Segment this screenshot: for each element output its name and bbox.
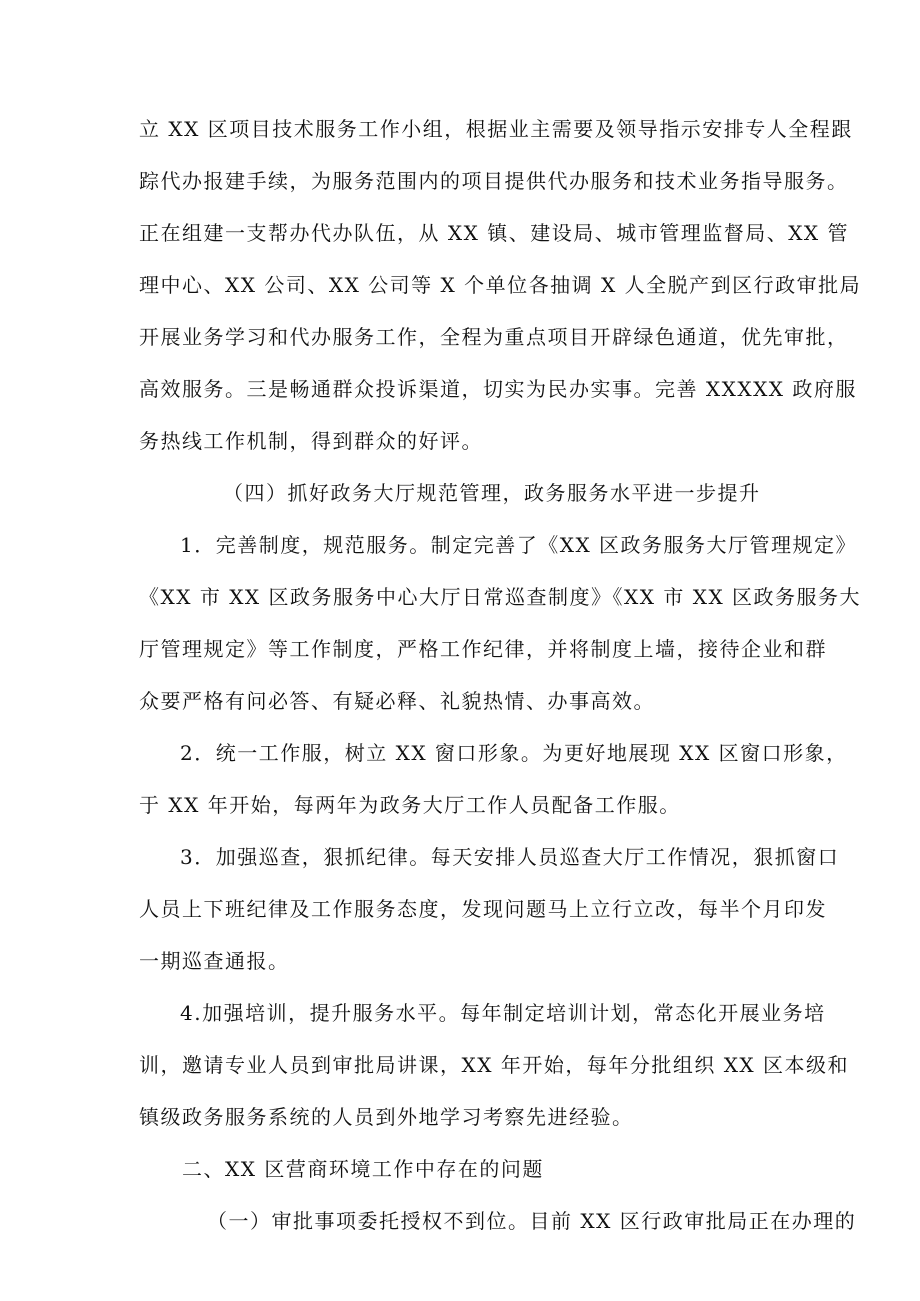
paragraph-line: 一期巡查通报。: [139, 949, 290, 973]
paragraph-line: 正在组建一支帮办代办队伍，从 XX 镇、建设局、城市管理监督局、XX 管: [139, 221, 850, 245]
paragraph-line: 众要严格有问必答、有疑必释、礼貌热情、办事高效。: [139, 689, 655, 713]
section-heading: 二、XX 区营商环境工作中存在的问题: [182, 1157, 544, 1181]
paragraph-line: 开展业务学习和代办服务工作，全程为重点项目开辟绿色通道，优先审批，: [139, 325, 849, 349]
paragraph-line: （一）审批事项委托授权不到位。目前 XX 区行政审批局正在办理的: [207, 1209, 857, 1233]
paragraph-line: 1．完善制度，规范服务。制定完善了《XX 区政务服务大厅管理规定》: [180, 533, 858, 557]
paragraph-line: 厅管理规定》等工作制度，严格工作纪律，并将制度上墙，接待企业和群: [139, 637, 827, 661]
paragraph-line: 于 XX 年开始，每两年为政务大厅工作人员配备工作服。: [139, 793, 681, 817]
paragraph-line: 训，邀请专业人员到审批局讲课，XX 年开始，每年分批组织 XX 区本级和: [139, 1053, 850, 1077]
paragraph-line: 《XX 市 XX 区政务服务中心大厅日常巡查制度》《XX 市 XX 区政务服务大: [139, 585, 862, 609]
paragraph-line: 理中心、XX 公司、XX 公司等 X 个单位各抽调 X 人全脱产到区行政审批局: [139, 273, 862, 297]
paragraph-line: 高效服务。三是畅通群众投诉渠道，切实为民办实事。完善 XXXXX 政府服: [139, 377, 857, 401]
paragraph-line: 镇级政务服务系统的人员到外地学习考察先进经验。: [139, 1105, 634, 1129]
paragraph-line: 4.加强培训，提升服务水平。每年制定培训计划，常态化开展业务培: [180, 1001, 826, 1025]
paragraph-line: 人员上下班纪律及工作服务态度，发现问题马上立行立改，每半个月印发: [139, 897, 827, 921]
paragraph-line: 3．加强巡查，狠抓纪律。每天安排人员巡查大厅工作情况，狠抓窗口: [180, 845, 840, 869]
section-heading: （四）抓好政务大厅规范管理，政务服务水平进一步提升: [223, 481, 761, 505]
paragraph-line: 务热线工作机制，得到群众的好评。: [139, 429, 483, 453]
paragraph-line: 立 XX 区项目技术服务工作小组，根据业主需要及领导指示安排专人全程跟: [139, 117, 853, 141]
paragraph-line: 踪代办报建手续，为服务范围内的项目提供代办服务和技术业务指导服务。: [139, 169, 849, 193]
paragraph-line: 2．统一工作服，树立 XX 窗口形象。为更好地展现 XX 区窗口形象，: [180, 741, 848, 765]
